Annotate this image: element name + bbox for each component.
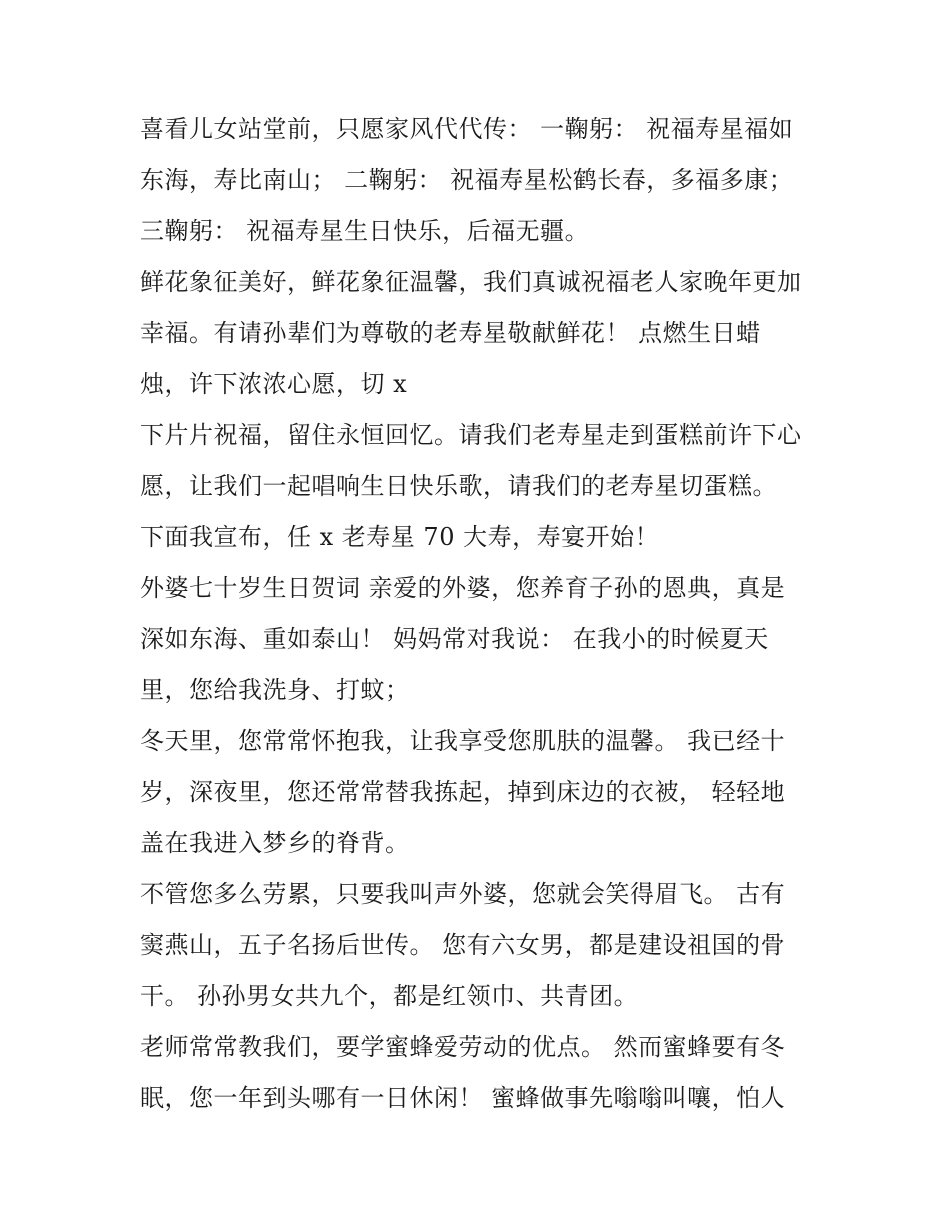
text-line: 外婆七十岁生日贺词 亲爱的外婆，您养育子孙的恩典，真是 — [140, 574, 786, 602]
text-line: 深如东海、重如泰山！ 妈妈常对我说： 在我小的时候夏天 — [140, 625, 769, 653]
text-line: 眠，您一年到头哪有一日休闲！ 蜜蜂做事先嗡嗡叫嚷，怕人 — [140, 1084, 786, 1112]
text-line: 窦燕山，五子名扬后世传。 您有六女男，都是建设祖国的骨 — [140, 931, 786, 959]
text-line: 幸福。有请孙辈们为尊敬的老寿星敬献鲜花！ 点燃生日蜡 — [140, 319, 761, 347]
document-body — [140, 104, 820, 1124]
text-line: 鲜花象征美好，鲜花象征温馨，我们真诚祝福老人家晚年更加 — [140, 268, 802, 296]
text-line: 老师常常教我们，要学蜜蜂爱劳动的优点。 然而蜜蜂要有冬 — [140, 1033, 786, 1061]
text-line: 东海，寿比南山； 二鞠躬： 祝福寿星松鹤长春，多福多康； — [140, 166, 794, 194]
text-line: 冬天里，您常常怀抱我，让我享受您肌肤的温馨。 我已经十 — [140, 727, 786, 755]
text-line: 干。 孙孙男女共九个，都是红领巾、共青团。 — [140, 982, 639, 1010]
text-line: 里，您给我洗身、打蚊； — [140, 676, 410, 704]
text-line: 三鞠躬： 祝福寿星生日快乐，后福无疆。 — [140, 217, 590, 245]
text-line: 愿，让我们一起唱响生日快乐歌，请我们的老寿星切蛋糕。 — [140, 472, 777, 500]
text-line: 下片片祝福，留住永恒回忆。请我们老寿星走到蛋糕前许下心 — [140, 421, 802, 449]
text-line: 岁，深夜里，您还常常替我拣起，掉到床边的衣被， 轻轻地 — [140, 778, 786, 806]
text-line: 喜看儿女站堂前，只愿家风代代传： 一鞠躬： 祝福寿星福如 — [140, 115, 794, 143]
text-line: 盖在我进入梦乡的脊背。 — [140, 829, 410, 857]
text-line: 烛，许下浓浓心愿，切 x — [140, 370, 408, 398]
text-line: 不管您多么劳累，只要我叫声外婆，您就会笑得眉飞。 古有 — [140, 880, 786, 908]
text-line: 下面我宣布，任 x 老寿星 70 大寿，寿宴开始！ — [140, 523, 660, 551]
